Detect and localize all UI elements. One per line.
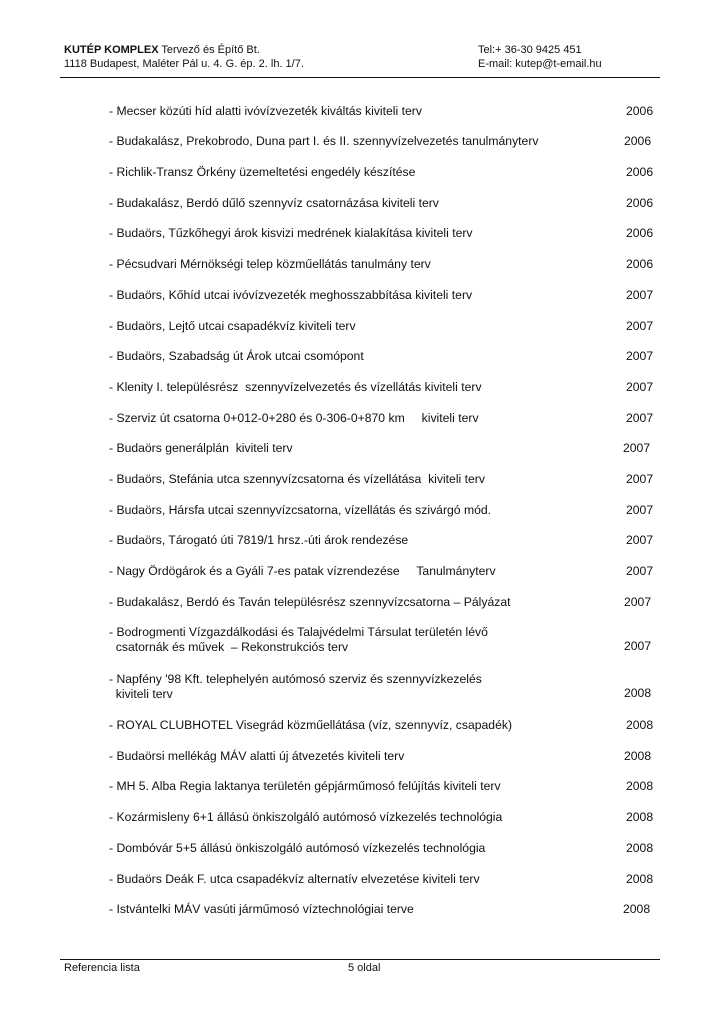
reference-year: 2008 bbox=[624, 686, 652, 700]
contact-email: E-mail: kutep@t-email.hu bbox=[478, 58, 602, 70]
reference-entry bbox=[109, 564, 669, 579]
reference-title: - Budaörs, Stefánia utca szennyvízcsatorna és vízellátása kiviteli terv bbox=[109, 472, 485, 486]
reference-year: 2006 bbox=[626, 165, 654, 179]
reference-year: 2008 bbox=[626, 872, 654, 886]
reference-title: - Budaörs, Tűzkőhegyi árok kisvizi medrének kialakítása kiviteli terv bbox=[109, 226, 473, 240]
contact-phone: Tel:+ 36-30 9425 451 bbox=[478, 44, 582, 56]
reference-entry bbox=[109, 134, 669, 149]
footer-page-number: 5 oldal bbox=[348, 962, 381, 974]
reference-title: - Richlik-Transz Örkény üzemeltetési engedély készítése bbox=[109, 165, 416, 179]
reference-year: 2007 bbox=[626, 411, 654, 425]
reference-title: - Budaörs Deák F. utca csapadékvíz alternatív elvezetése kiviteli terv bbox=[109, 872, 480, 886]
reference-entry bbox=[109, 595, 669, 610]
reference-entry bbox=[109, 257, 669, 272]
reference-title: - Budaörs, Szabadság út Árok utcai csomópont bbox=[109, 349, 364, 363]
reference-entry bbox=[109, 625, 669, 655]
header-divider bbox=[60, 77, 660, 78]
reference-entry bbox=[109, 349, 669, 364]
reference-year: 2008 bbox=[626, 841, 654, 855]
contact-block bbox=[478, 43, 668, 71]
reference-year: 2006 bbox=[626, 104, 654, 118]
reference-title: - Kozármisleny 6+1 állású önkiszolgáló autómosó vízkezelés technológia bbox=[109, 810, 503, 824]
reference-year: 2007 bbox=[624, 595, 652, 609]
reference-year: 2007 bbox=[626, 564, 654, 578]
reference-year: 2007 bbox=[626, 349, 654, 363]
reference-year: 2008 bbox=[626, 718, 654, 732]
reference-title: - Budakalász, Berdó és Taván településrész szennyvízcsatorna – Pályázat bbox=[109, 595, 511, 609]
reference-year: 2006 bbox=[626, 196, 654, 210]
reference-entry bbox=[109, 226, 669, 241]
reference-title: - Nagy Ördögárok és a Gyáli 7-es patak vízrendezése Tanulmányterv bbox=[109, 564, 496, 578]
reference-entry bbox=[109, 503, 669, 518]
reference-title-continued: csatornák és művek – Rekonstrukciós terv bbox=[109, 640, 349, 654]
reference-title: - Budaörs, Hársfa utcai szennyvízcsatorna, vízellátás és szivárgó mód. bbox=[109, 503, 492, 517]
company-name-rest: Tervező és Építő Bt. bbox=[158, 44, 260, 56]
reference-title: - Istvántelki MÁV vasúti járműmosó víztechnológiai terve bbox=[109, 902, 414, 916]
reference-year: 2007 bbox=[626, 319, 654, 333]
reference-year: 2006 bbox=[626, 257, 654, 271]
footer-divider bbox=[60, 959, 660, 960]
reference-year: 2008 bbox=[624, 749, 652, 763]
reference-year: 2007 bbox=[626, 503, 654, 517]
reference-entry bbox=[109, 104, 669, 119]
reference-title: - Klenity I. településrész szennyvízelvezetés és vízellátás kiviteli terv bbox=[109, 380, 482, 394]
reference-year: 2006 bbox=[624, 134, 652, 148]
reference-title: - ROYAL CLUBHOTEL Visegrád közműellátása (víz, szennyvíz, csapadék) bbox=[109, 718, 513, 732]
reference-year: 2008 bbox=[626, 810, 654, 824]
reference-entry bbox=[109, 902, 669, 917]
reference-entry bbox=[109, 411, 669, 426]
reference-title: - Budaörs, Lejtő utcai csapadékvíz kiviteli terv bbox=[109, 319, 356, 333]
footer-document-title: Referencia lista bbox=[64, 962, 140, 974]
reference-entry bbox=[109, 718, 669, 733]
reference-title: - Bodrogmenti Vízgazdálkodási és Talajvédelmi Társulat területén lévő bbox=[109, 625, 488, 639]
reference-year: 2007 bbox=[626, 380, 654, 394]
reference-title: - Dombóvár 5+5 állású önkiszolgáló autómosó vízkezelés technológia bbox=[109, 841, 486, 855]
reference-year: 2008 bbox=[623, 902, 651, 916]
reference-entry bbox=[109, 810, 669, 825]
reference-entry bbox=[109, 779, 669, 794]
reference-entry bbox=[109, 380, 669, 395]
reference-title: - Budaörs, Kőhíd utcai ivóvízvezeték meghosszabbítása kiviteli terv bbox=[109, 288, 473, 302]
company-name-bold: KUTÉP KOMPLEX bbox=[64, 44, 159, 56]
reference-title-continued: kiviteli terv bbox=[109, 687, 173, 701]
reference-entry bbox=[109, 472, 669, 487]
reference-year: 2007 bbox=[623, 441, 651, 455]
reference-entry bbox=[109, 288, 669, 303]
reference-entry bbox=[109, 672, 669, 702]
reference-year: 2007 bbox=[626, 288, 654, 302]
reference-title: - Mecser közúti híd alatti ivóvízvezeték kiváltás kiviteli terv bbox=[109, 104, 422, 118]
reference-entry bbox=[109, 165, 669, 180]
reference-title: - Budakalász, Prekobrodo, Duna part I. és II. szennyvízelvezetés tanulmányterv bbox=[109, 134, 539, 148]
reference-year: 2007 bbox=[626, 472, 654, 486]
reference-year: 2008 bbox=[626, 779, 654, 793]
company-address: 1118 Budapest, Maléter Pál u. 4. G. ép. 2. lh. 1/7. bbox=[64, 58, 304, 70]
reference-title: - Pécsudvari Mérnökségi telep közműellátás tanulmány terv bbox=[109, 257, 431, 271]
reference-title: - Napfény '98 Kft. telephelyén autómosó szerviz és szennyvízkezelés bbox=[109, 672, 482, 686]
reference-year: 2007 bbox=[626, 533, 654, 547]
reference-title: - Budaörs generálplán kiviteli terv bbox=[109, 441, 293, 455]
reference-year: 2006 bbox=[626, 226, 654, 240]
reference-title: - Budaörsi mellékág MÁV alatti új átvezetés kiviteli terv bbox=[109, 749, 405, 763]
company-block bbox=[64, 43, 464, 71]
reference-title: - Szerviz út csatorna 0+012-0+280 és 0-306-0+870 km kiviteli terv bbox=[109, 411, 479, 425]
reference-title: - MH 5. Alba Regia laktanya területén gépjárműmosó felújítás kiviteli terv bbox=[109, 779, 501, 793]
reference-entry bbox=[109, 841, 669, 856]
reference-entry bbox=[109, 319, 669, 334]
reference-entry bbox=[109, 441, 669, 456]
reference-entry bbox=[109, 533, 669, 548]
company-name bbox=[64, 43, 464, 57]
reference-title: - Budakalász, Berdó dűlő szennyvíz csatornázása kiviteli terv bbox=[109, 196, 439, 210]
reference-year: 2007 bbox=[624, 639, 652, 653]
reference-title: - Budaörs, Tárogató úti 7819/1 hrsz.-úti árok rendezése bbox=[109, 533, 409, 547]
reference-entry bbox=[109, 196, 669, 211]
reference-entry bbox=[109, 749, 669, 764]
reference-entry bbox=[109, 872, 669, 887]
